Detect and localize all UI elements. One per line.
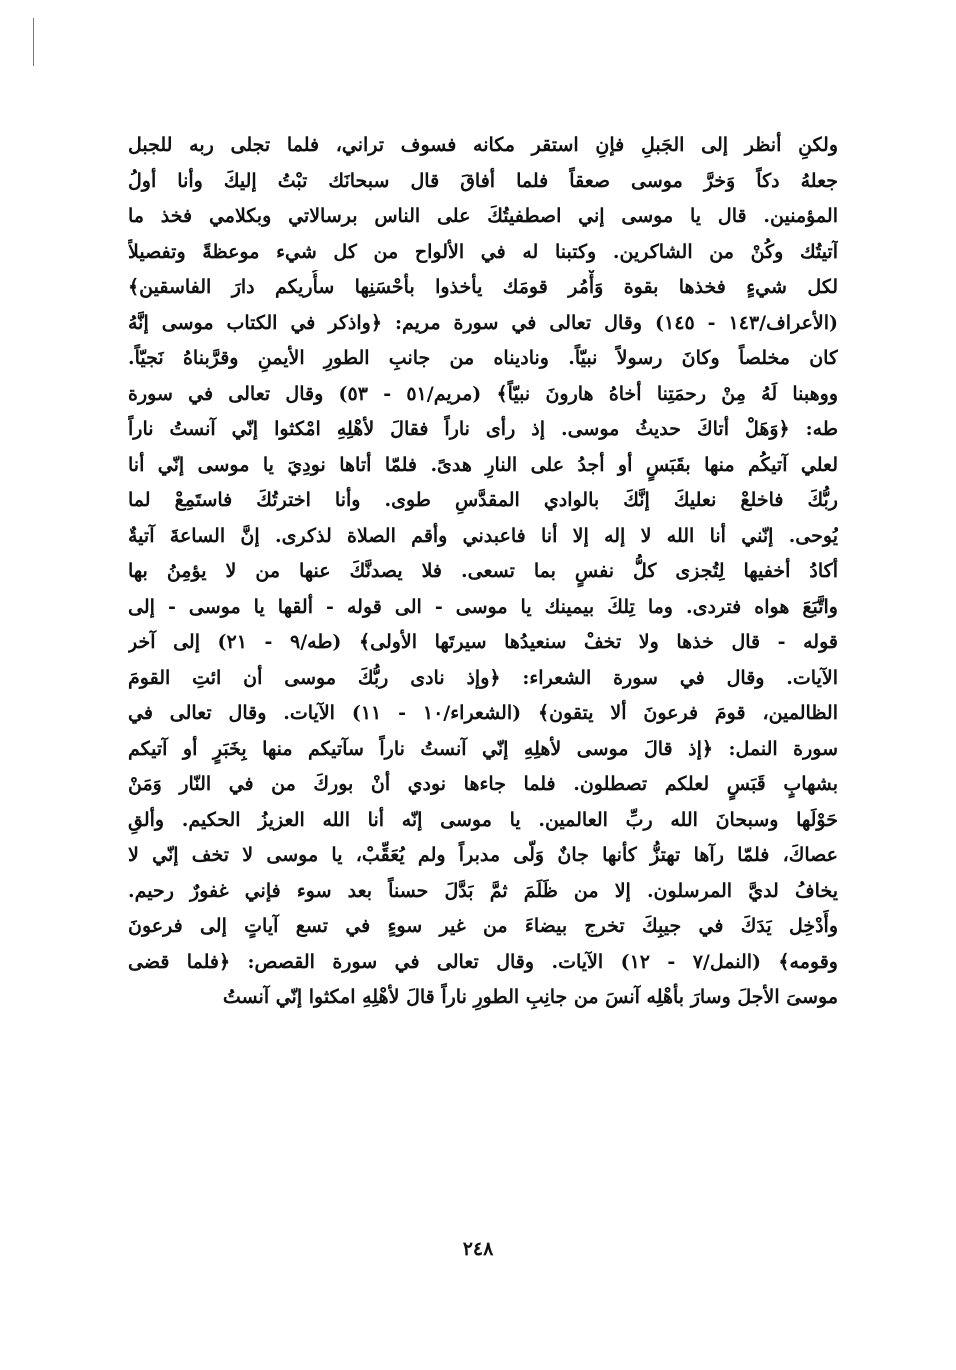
text-line: ربُّكَ فاخلعْ نعليكَ إنَّكَ بالوادي المقدَّسِ طوى. وأنا اخترتُكَ فاستَمِعْ لما — [128, 489, 838, 511]
text-line: الآيات. وقال في سورة الشعراء: ﴿وإذ نادى ربُّكَ موسى أن ائتِ القومَ — [128, 666, 838, 689]
text-line: يخافُ لديَّ المرسلون. إلا من ظَلَمَ ثمَّ بَدَّلَ حسناً بعد سوء فإني غفورٌ رحيم. — [128, 879, 838, 902]
text-line: موسىَ الأجلَ وسارَ بأهْلِه آنسَ من جانِبِ الطورِ ناراً قالَ لأهْلِهِ امكثوا إنّي آنستُ — [222, 986, 838, 1008]
text-line: كان مخلصاً وكانَ رسولاً نبيّاً. وناديناه من جانبِ الطورِ الأيمنِ وقرَّبناهُ نَجيّاً. — [128, 347, 838, 369]
text-line: عصاكَ، فلمّا رآها تهتزُّ كأنها جانٌ وَلّى مدبراً ولم يُعَقِّبْ، يا موسى لا تخف إنّي لا — [128, 844, 838, 866]
text-line: طه: ﴿وَهَلْ أتاكَ حديثُ موسى. إذ رأى ناراً فقالَ لأهْلِهِ امْكثوا إنّي آنستُ ناراً — [128, 418, 838, 440]
text-line: وقومه﴾ (النمل/٧ - ١٢) الآيات. وقال تعالى في سورة القصص: ﴿فلما قضى — [128, 950, 838, 973]
page-number: ٢٤٨ — [462, 1238, 494, 1260]
text-line: أكادُ أخفيها لِتُجزى كلُّ نفسٍ بما تسعى. فلا يصدنَّكَ عنها من لا يؤمِنُ بها — [128, 560, 838, 582]
text-line: المؤمنين. قال يا موسى إني اصطفيتُكَ على الناس برسالاتي وبكلامي فخذ ما — [128, 205, 838, 227]
text-line: يُوحى. إنّني أنا الله لا إله إلا أنا فاعبدني وأقم الصلاة لذكرى. إنَّ الساعةَ آتيةٌ — [128, 524, 838, 547]
text-line: لعلي آتيكُم منها بقَبَسٍ أو أجدُ على النارِ هدىً. فلمّا أتاها نودِيَ يا موسى إنّي أنا — [128, 453, 838, 476]
text-line: جعلهُ دكاً وَخرَّ موسى صعقاً فلما أفاقَ قال سبحانَك تبْتُ إليكَ وأنا أولُ — [128, 169, 838, 192]
text-line: لكل شيءٍ فخذها بقوة وَأْمُر قومَك يأخذوا بأحْسَنِها سأُريكم دارَ الفاسقين﴾ — [128, 276, 838, 298]
text-line: آتيتُك وكُنْ من الشاكرين. وكتبنا له في الألواح من كل شيء موعظةً وتفصيلاً — [128, 240, 838, 263]
text-line: حَوْلَها وسبحانَ الله ربِّ العالمين. يا موسى إنّه أنا الله العزيزُ الحكيم. وألقِ — [128, 808, 838, 831]
text-line: وأَدْخِل يَدَكَ في جيبِكَ تخرج بيضاءَ من غير سوءٍ في تسع آياتٍ إلى فرعونَ — [128, 915, 838, 937]
text-line: ووهبنا لَهُ مِنْ رحمَتِنا أخاهُ هارونَ نبيّاً﴾ (مريم/٥١ - ٥٣) وقال تعالى في سورة — [128, 382, 838, 405]
margin-rule — [33, 18, 34, 66]
body-text — [128, 128, 838, 1016]
text-line: بشهابٍ قَبَسٍ لعلكم تصطلون. فلما جاءها نودي أنْ بوركَ من في النّار وَمَنْ — [128, 773, 838, 795]
text-line: ولكنِ أنظر إلى الجَبلِ فإنِ استقر مكانه فسوف تراني، فلما تجلى ربه للجبل — [128, 134, 838, 156]
text-line: (الأعراف/١٤٣ - ١٤٥) وقال تعالى في سورة مريم: ﴿واذكر في الكتاب موسى إنَّهُ — [128, 311, 838, 334]
text-line: سورة النمل: ﴿إذ قالَ موسى لأهلِهِ إنّي آنستُ ناراً سآتيكم منها بِخَبَرٍ أو آتيكم — [128, 737, 838, 760]
text-line: الظالمين، قومَ فرعونَ ألا يتقون﴾ (الشعراء/١٠ - ١١) الآيات. وقال تعالى في — [128, 702, 838, 724]
text-line: واتَّبَعَ هواه فتردى. وما تِلكَ بيمينك يا موسى - الى قوله - ألقها يا موسى - إلى — [128, 595, 838, 618]
text-line: قوله - قال خذها ولا تخفْ سنعيدُها سيرتَها الأولى﴾ (طه/٩ - ٢١) إلى آخر — [128, 631, 838, 653]
